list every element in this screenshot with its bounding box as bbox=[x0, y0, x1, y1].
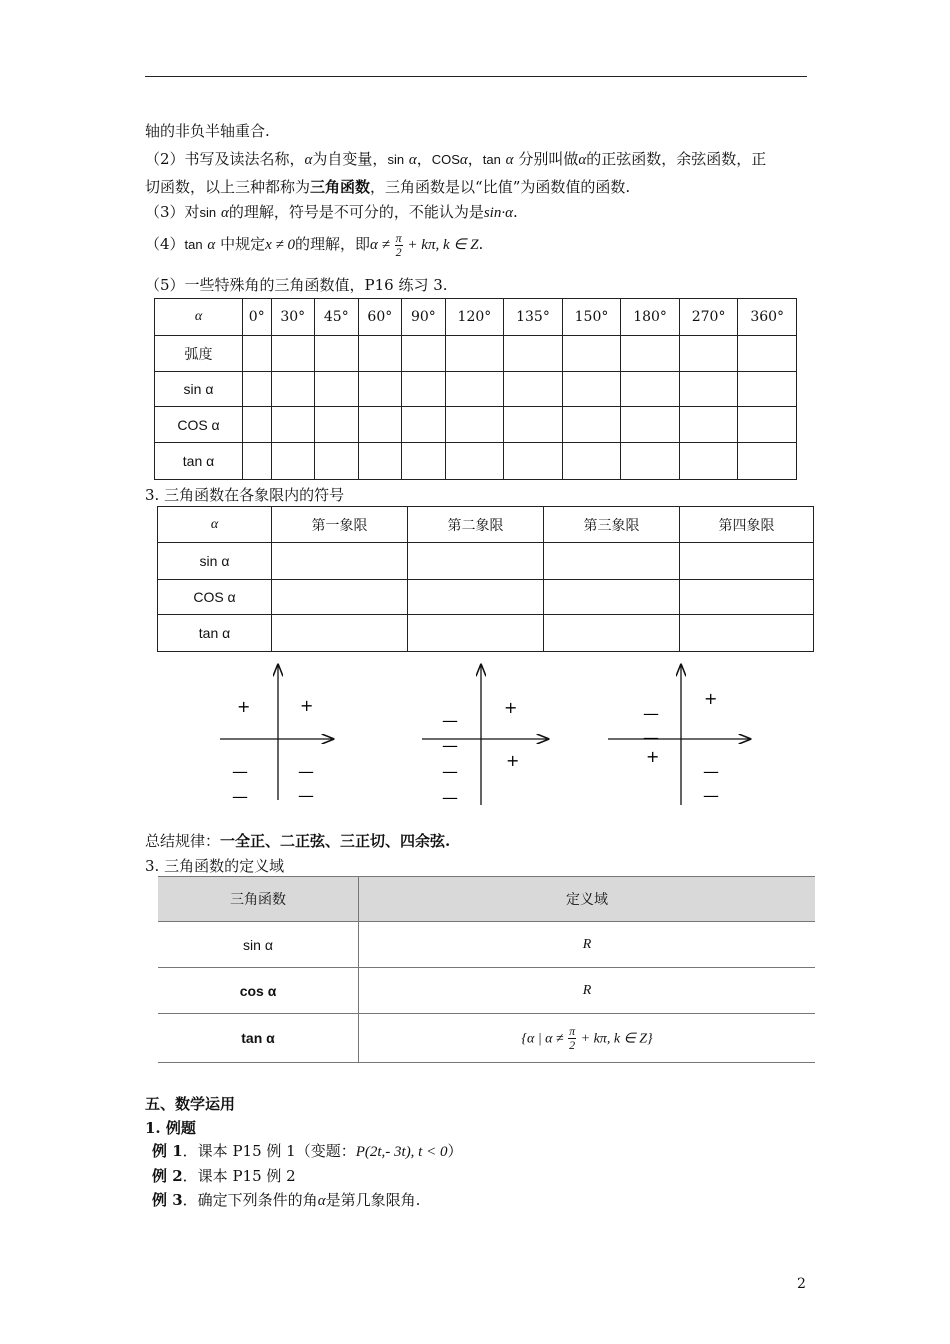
t1-header: 270° bbox=[679, 299, 738, 336]
tan-sign-diagram bbox=[608, 665, 750, 805]
section-3b-heading: 3. 三角函数的定义域 bbox=[145, 857, 285, 875]
t2-row-label: tan α bbox=[158, 615, 272, 652]
sign-q4b: — bbox=[703, 786, 719, 805]
t3-func: cos α bbox=[158, 968, 359, 1014]
t2-header: 第一象限 bbox=[272, 507, 408, 543]
t1-header: α bbox=[155, 299, 243, 336]
line-3: 切函数，以上三种都称为三角函数，三角函数是以“比值”为函数值的函数. bbox=[145, 178, 631, 196]
line-1: 轴的非负半轴重合. bbox=[145, 122, 270, 140]
sign-q1: + bbox=[704, 689, 718, 708]
t1-header: 360° bbox=[738, 299, 797, 336]
t2-header: 第二象限 bbox=[408, 507, 544, 543]
t3-header: 定义域 bbox=[359, 877, 816, 922]
t1-row-label: 弧度 bbox=[155, 336, 243, 372]
summary-line: 总结规律：一全正、二正弦、三正切、四余弦. bbox=[145, 832, 451, 850]
sign-q4b: — bbox=[298, 786, 314, 805]
sign-q2: + bbox=[237, 697, 251, 716]
sign-q3: — bbox=[232, 762, 248, 781]
t2-header: 第三象限 bbox=[544, 507, 680, 543]
line-4: （3）对sin α的理解，符号是不可分的，不能认为是sin·α. bbox=[145, 203, 518, 221]
t1-header: 180° bbox=[621, 299, 680, 336]
t1-row-label: COS α bbox=[155, 407, 243, 443]
section-5-sub: 1. 例题 bbox=[145, 1119, 196, 1137]
example-2: 例 2．课本 P15 例 2 bbox=[152, 1167, 296, 1185]
page-number: 2 bbox=[797, 1276, 806, 1292]
domain-table bbox=[158, 876, 815, 1063]
sign-q4: — bbox=[703, 762, 719, 781]
line-6: （5）一些特殊角的三角函数值，P16 练习 3. bbox=[145, 276, 448, 294]
t2-row-label: sin α bbox=[158, 543, 272, 580]
t3-domain: R bbox=[359, 968, 816, 1014]
t2-header: α bbox=[158, 507, 272, 543]
t1-header: 45° bbox=[315, 299, 359, 336]
t2-row-label: COS α bbox=[158, 580, 272, 615]
sign-q4: + bbox=[506, 751, 520, 770]
cos-sign-diagram bbox=[422, 665, 548, 807]
t1-header: 30° bbox=[271, 299, 315, 336]
sign-q3b: — bbox=[232, 787, 248, 806]
t3-func: tan α bbox=[158, 1014, 359, 1063]
section-5-title: 五、数学运用 bbox=[145, 1095, 236, 1113]
sign-q3b: — bbox=[442, 788, 458, 807]
t1-header: 135° bbox=[504, 299, 563, 336]
t1-header: 60° bbox=[358, 299, 402, 336]
t3-domain: R bbox=[359, 922, 816, 968]
t1-row-label: tan α bbox=[155, 443, 243, 480]
sign-q2: — bbox=[442, 711, 458, 730]
sign-q3: + bbox=[646, 747, 660, 766]
sign-q3: — bbox=[442, 762, 458, 781]
sign-q2b: — bbox=[442, 736, 458, 755]
sign-q2: — bbox=[643, 704, 659, 723]
t1-header: 0° bbox=[243, 299, 272, 336]
sign-q1: + bbox=[300, 696, 314, 715]
t2-header: 第四象限 bbox=[680, 507, 814, 543]
t1-row-label: sin α bbox=[155, 372, 243, 407]
sign-q1: + bbox=[504, 698, 518, 717]
example-3: 例 3．确定下列条件的角α是第几象限角. bbox=[152, 1191, 421, 1209]
t1-header: 90° bbox=[402, 299, 446, 336]
line-2: （2）书写及读法名称，α为自变量，sin α，COSα，tan α 分别叫做α的正弦函数，余弦函数，正 bbox=[145, 150, 767, 168]
t3-func: sin α bbox=[158, 922, 359, 968]
sign-q4: — bbox=[298, 762, 314, 781]
t3-domain: {α | α ≠ $\frac{\pi}{2}$ + kπ, k ∈ Z} bbox=[359, 1014, 816, 1063]
t1-header: 120° bbox=[445, 299, 504, 336]
example-1: 例 1．课本 P15 例 1（变题：P(2t,- 3t), t < 0） bbox=[152, 1142, 463, 1160]
sin-sign-diagram bbox=[220, 665, 333, 806]
line-5: （4）tan α 中规定x ≠ 0的理解，即α ≠ $\frac{\pi}{2}$ + kπ, k ∈ Z. bbox=[145, 230, 484, 259]
sign-q2b: — bbox=[643, 728, 659, 747]
section-3a-heading: 3. 三角函数在各象限内的符号 bbox=[145, 486, 345, 504]
t1-header: 150° bbox=[562, 299, 621, 336]
t3-header: 三角函数 bbox=[158, 877, 359, 922]
